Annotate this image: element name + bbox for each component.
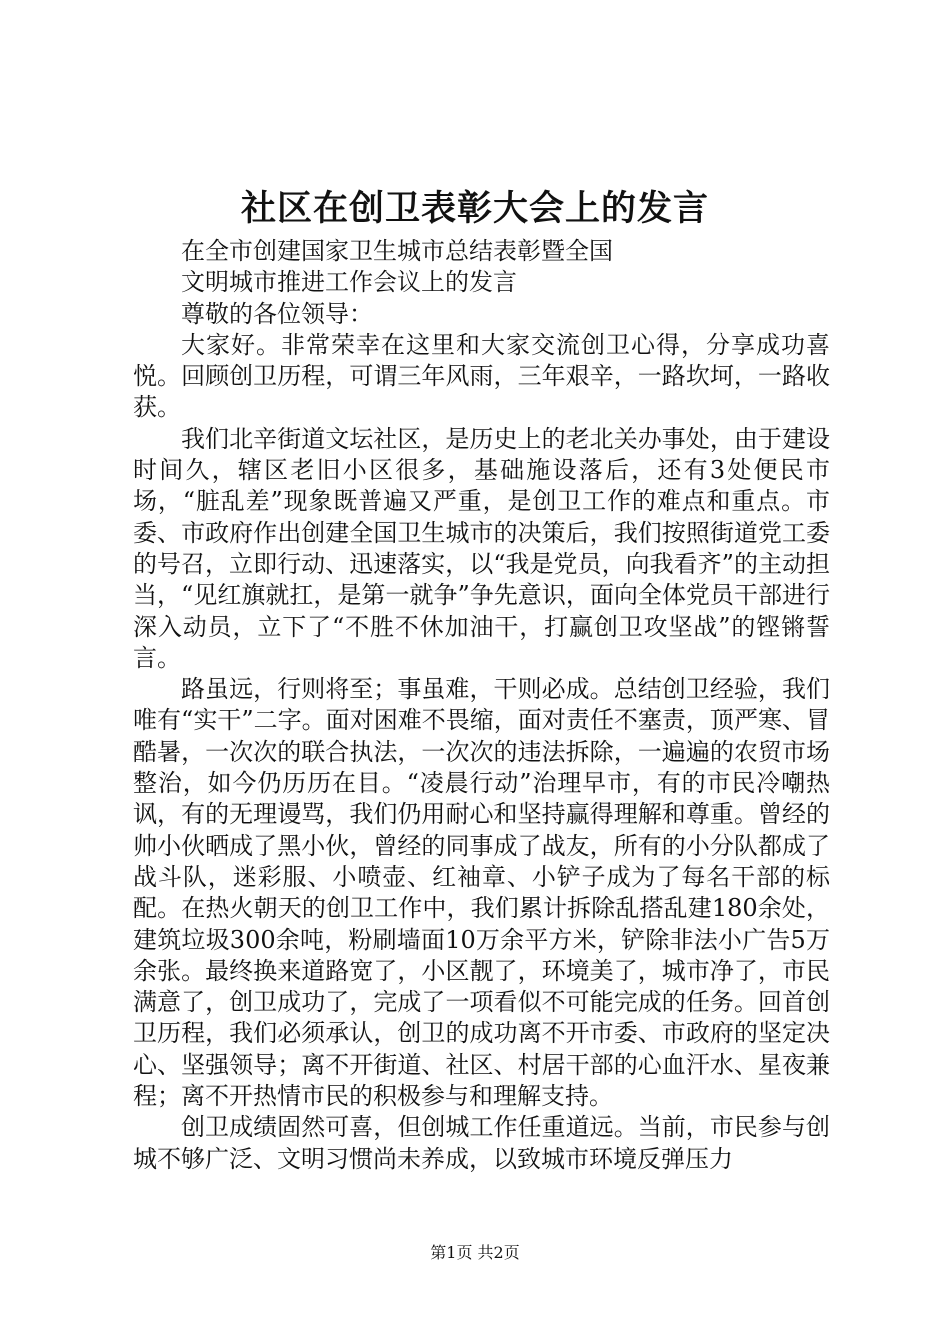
paragraph-greeting: 大家好。非常荣幸在这里和大家交流创卫心得，分享成功喜悦。回顾创卫历程，可谓三年风雨，三年艰辛，一路坎坷，一路收获。 — [133, 330, 830, 422]
paragraph-experience: 路虽远，行则将至；事虽难，干则必成。总结创卫经验，我们唯有“实干”二字。面对困难不畏缩，面对责任不塞责，顶严寒、冒酷暑，一次次的联合执法，一次次的违法拆除，一遍遍的农贸市场整治，如今仍历历在目。“凌晨行动”治理早市，有的市民冷嘲热讽，有的无理谩骂，我们仍用耐心和坚持赢得理解和尊重。曾经的帅小伙晒成了黑小伙，曾经的同事成了战友，所有的小分队都成了战斗队，迷彩服、小喷壶、红袖章、小铲子成为了每名干部的标配。在热火朝天的创卫工作中，我们累计拆除乱搭乱建180余处，建筑垃圾300余吨，粉刷墙面10万余平方米，铲除非法小广告5万余张。最终换来道路宽了，小区靓了，环境美了，城市净了，市民满意了，创卫成功了，完成了一项看似不可能完成的任务。回首创卫历程，我们必须承认，创卫的成功离不开市委、市政府的坚定决心、坚强领导；离不开街道、社区、村居干部的心血汗水、星夜兼程；离不开热情市民的积极参与和理解支持。 — [133, 675, 830, 1111]
subtitle-line-1: 在全市创建国家卫生城市总结表彰暨全国 — [181, 237, 613, 265]
document-title: 社区在创卫表彰大会上的发言 — [240, 188, 709, 229]
paragraph-outlook: 创卫成绩固然可喜，但创城工作任重道远。当前，市民参与创城不够广泛、文明习惯尚未养成，以致城市环境反弹压力 — [133, 1113, 830, 1173]
salutation: 尊敬的各位领导： — [181, 299, 373, 328]
subtitle-line-2: 文明城市推进工作会议上的发言 — [181, 268, 517, 297]
document-body — [133, 236, 830, 1175]
paragraph-background: 我们北辛街道文坛社区，是历史上的老北关办事处，由于建设时间久，辖区老旧小区很多，基础施设落后，还有3处便民市场，“脏乱差”现象既普遍又严重，是创卫工作的难点和重点。市委、市政府作出创建全国卫生城市的决策后，我们按照街道党工委的号召，立即行动、迅速落实，以“我是党员，向我看齐”的主动担当，“见红旗就扛，是第一就争”争先意识，面向全体党员干部进行深入动员，立下了“不胜不休加油干，打赢创卫攻坚战”的铿锵誓言。 — [133, 424, 830, 672]
page-footer: 第1页 共2页 — [430, 1243, 520, 1262]
